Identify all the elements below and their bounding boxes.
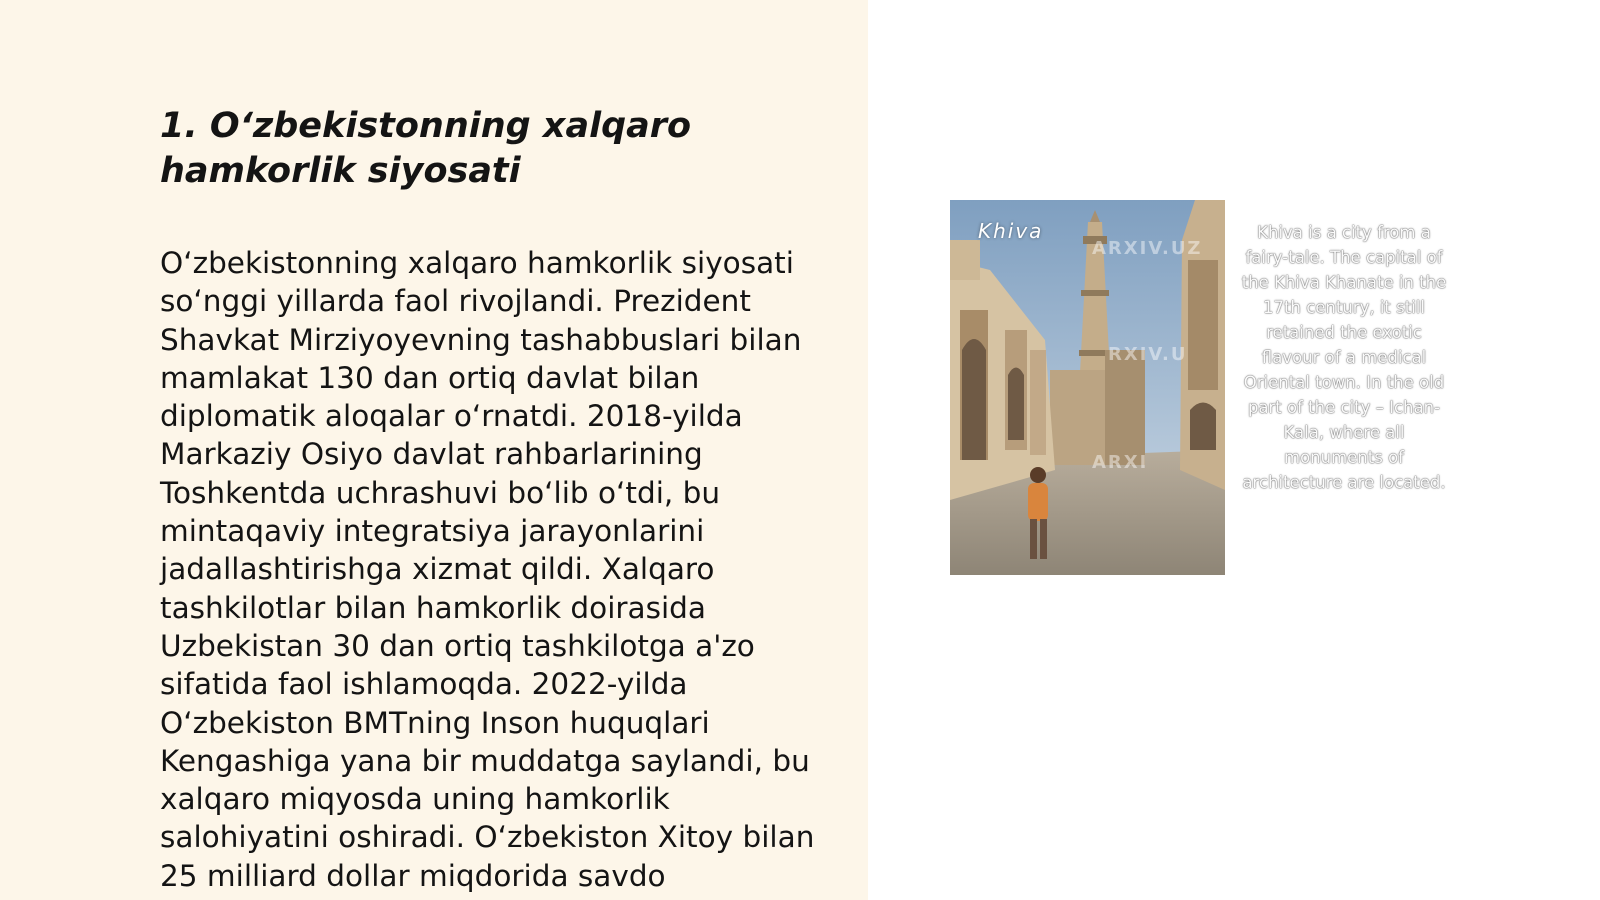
slide-title: 1. O‘zbekistonning xalqaro hamkorlik siyosati: [160, 106, 692, 191]
photo-caption: Khiva: [978, 219, 1044, 243]
photo-description: Khiva is a city from a fairy-tale. The capital of the Khiva Khanate in the 17th century, it still retained the exotic flavour of a medical Oriental town. In the old part of the city – Ichan-Kala, where all monuments of architecture are located.: [1241, 223, 1447, 492]
watermark-text: RXIV.U: [1108, 344, 1188, 365]
slide-body-text: O‘zbekistonning xalqaro hamkorlik siyosati so‘nggi yillarda faol rivojlandi. Prezident Shavkat Mirziyoyevning tashabbuslari bilan mamlakat 130 dan ortiq davlat bilan diplomatik aloqalar o‘rnatdi. 2018-yilda Markaziy Osiyo davlat rahbarlarining Toshkentda uchrashuvi bo‘lib o‘tdi, bu mintaqaviy integratsiya jarayonlarini jadallashtirishga xizmat qildi. Xalqaro tashkilotlar bilan hamkorlik doirasida Uzbekistan 30 dan ortiq tashkilotga a'zo sifatida faol ishlamoqda. 2022-yilda O‘zbekiston BMTning Inson huquqlari Kengashiga yana bir muddatga saylandi, bu xalqaro miqyosda uning hamkorlik salohiyatini oshiradi. O‘zbekiston Xitoy bilan 25 milliard dollar miqdorida savdo: [160, 246, 815, 893]
watermark-text: ARXI: [1092, 452, 1149, 473]
watermark-text: ARXIV.UZ: [1092, 238, 1203, 259]
